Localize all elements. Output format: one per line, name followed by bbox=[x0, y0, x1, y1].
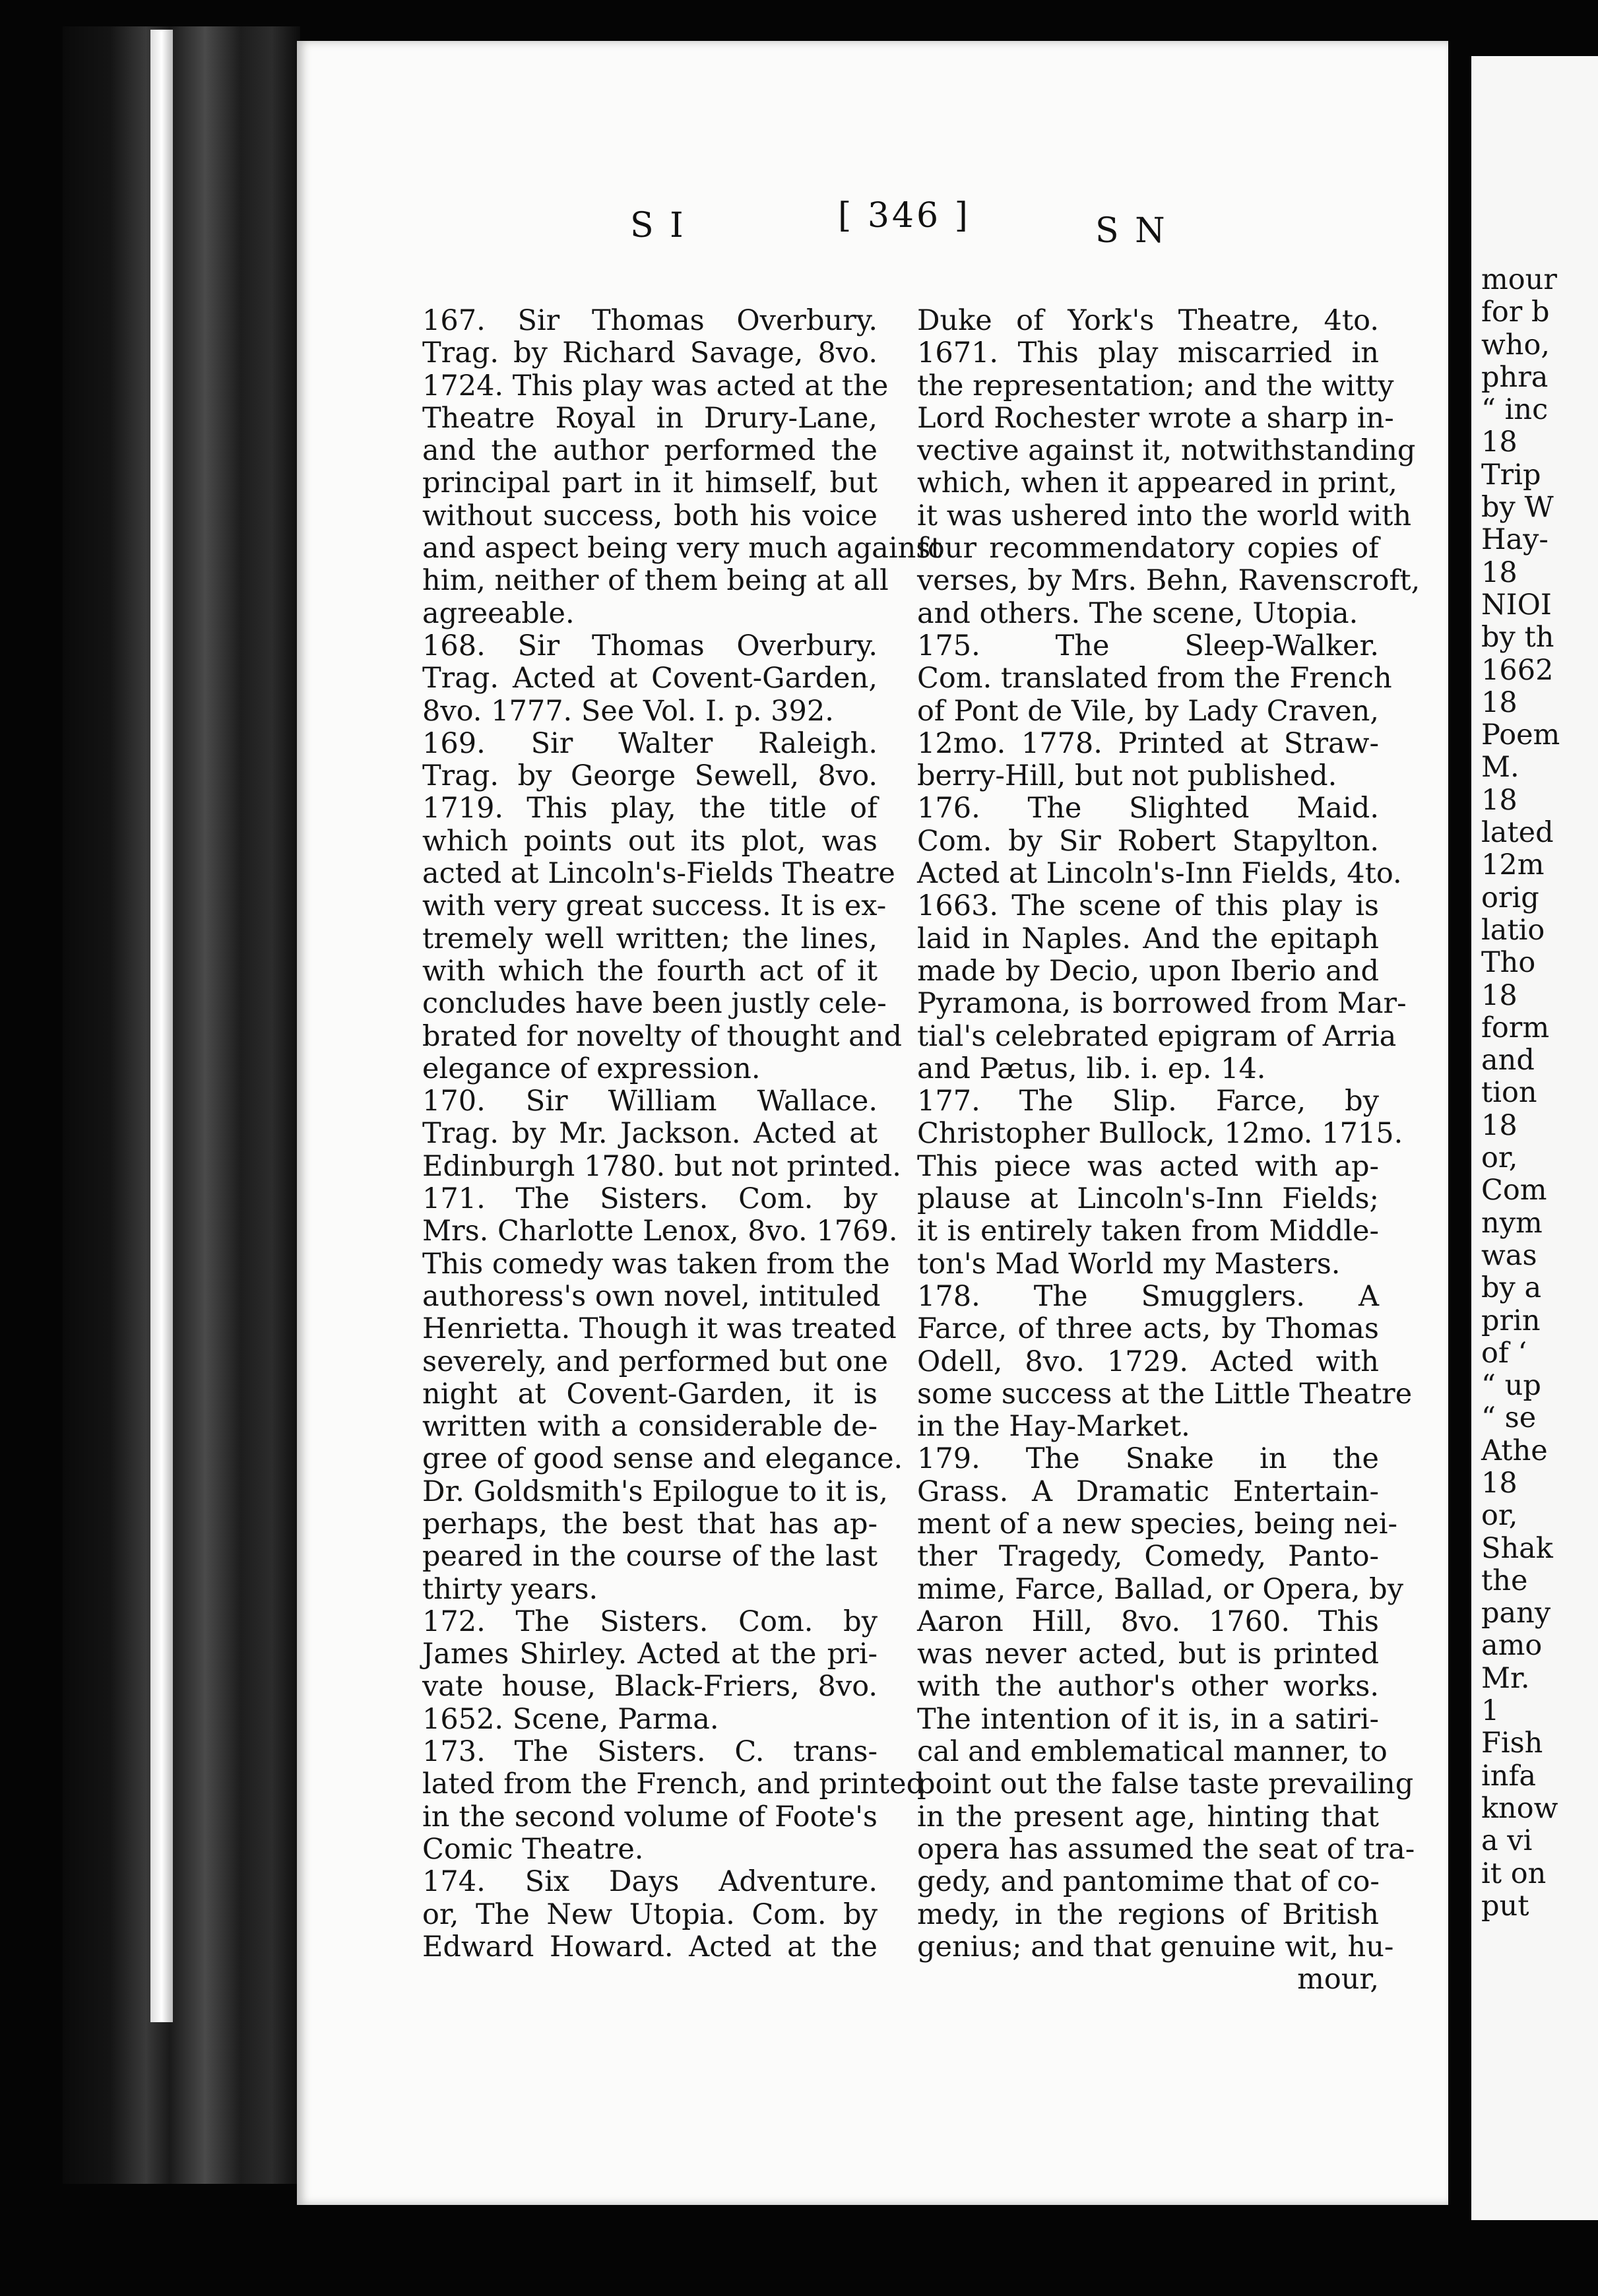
text-line: and aspect being very much against bbox=[422, 532, 942, 565]
facing-page-line: M. bbox=[1481, 751, 1519, 784]
text-line: or, The New Utopia. Com. by bbox=[422, 1897, 878, 1931]
text-line: him, neither of them being at all bbox=[422, 564, 889, 598]
facing-page-line: 18 bbox=[1481, 686, 1518, 719]
text-line: 173. The Sisters. C. trans- bbox=[422, 1735, 878, 1769]
facing-page-line: 12m bbox=[1481, 848, 1545, 882]
text-line: cal and emblematical manner, to bbox=[917, 1735, 1388, 1769]
text-line: 176. The Slighted Maid. bbox=[917, 792, 1379, 825]
text-line: Trag. by George Sewell, 8vo. bbox=[422, 759, 878, 793]
book-spine bbox=[63, 26, 300, 2184]
text-line: 168. Sir Thomas Overbury. bbox=[422, 629, 878, 662]
facing-page-line: Fish bbox=[1481, 1727, 1543, 1760]
facing-page-line: form bbox=[1481, 1011, 1550, 1044]
facing-page-line: phra bbox=[1481, 360, 1549, 394]
text-line: genius; and that genuine wit, hu- bbox=[917, 1930, 1394, 1963]
text-line: it was ushered into the world with bbox=[917, 499, 1412, 532]
text-line: ment of a new species, being nei- bbox=[917, 1507, 1398, 1541]
facing-page-line: put bbox=[1481, 1889, 1529, 1923]
facing-page-line: 18 bbox=[1481, 1108, 1518, 1142]
facing-page-line: by W bbox=[1481, 491, 1554, 525]
text-line: mour, bbox=[1297, 1963, 1379, 1996]
facing-page-line: lated bbox=[1481, 816, 1554, 850]
text-line: ton's Mad World my Masters. bbox=[917, 1247, 1341, 1281]
text-line: berry-Hill, but not published. bbox=[917, 759, 1337, 793]
facing-page-line: 18 bbox=[1481, 978, 1518, 1012]
text-line: plause at Lincoln's-Inn Fields; bbox=[917, 1182, 1379, 1216]
text-line: verses, by Mrs. Behn, Ravenscroft, bbox=[917, 564, 1421, 598]
facing-page-line: of ‘ bbox=[1481, 1336, 1527, 1370]
facing-page-line: pany bbox=[1481, 1597, 1551, 1630]
text-line: 171. The Sisters. Com. by bbox=[422, 1182, 878, 1216]
facing-page-line: who, bbox=[1481, 328, 1550, 362]
text-line: in the Hay-Market. bbox=[917, 1410, 1190, 1444]
facing-page-line: Tho bbox=[1481, 946, 1536, 980]
text-line: mime, Farce, Ballad, or Opera, by bbox=[917, 1572, 1403, 1606]
facing-page-line: Athe bbox=[1481, 1434, 1548, 1467]
facing-page-line: “ up bbox=[1481, 1369, 1541, 1403]
text-line: without success, both his voice bbox=[422, 499, 878, 532]
text-line: Pyramona, is borrowed from Mar- bbox=[917, 987, 1407, 1021]
text-line: was never acted, but is printed bbox=[917, 1638, 1379, 1671]
text-line: Com. by Sir Robert Stapylton. bbox=[917, 824, 1379, 858]
text-line: 174. Six Days Adventure. bbox=[422, 1865, 878, 1899]
text-line: concludes have been justly cele- bbox=[422, 987, 887, 1021]
text-line: elegance of expression. bbox=[422, 1052, 761, 1085]
text-line: of Pont de Vile, by Lady Craven, bbox=[917, 694, 1379, 728]
text-line: authoress's own novel, intituled bbox=[422, 1279, 881, 1313]
facing-page-line: know bbox=[1481, 1791, 1558, 1825]
text-line: 1719. This play, the title of bbox=[422, 792, 878, 825]
text-line: 172. The Sisters. Com. by bbox=[422, 1605, 878, 1638]
text-line: 178. The Smugglers. A bbox=[917, 1279, 1379, 1313]
text-line: medy, in the regions of British bbox=[917, 1897, 1379, 1931]
text-line: Duke of York's Theatre, 4to. bbox=[917, 304, 1379, 337]
text-line: vate house, Black-Friers, 8vo. bbox=[422, 1670, 878, 1704]
facing-page-line: or, bbox=[1481, 1141, 1518, 1175]
text-line: and Pætus, lib. i. ep. 14. bbox=[917, 1052, 1266, 1085]
facing-page-line: it on bbox=[1481, 1857, 1547, 1890]
facing-page-line: for b bbox=[1481, 296, 1550, 329]
text-line: four recommendatory copies of bbox=[917, 532, 1379, 565]
facing-page-line: tion bbox=[1481, 1076, 1537, 1110]
facing-page-line: prin bbox=[1481, 1304, 1541, 1337]
text-line: This comedy was taken from the bbox=[422, 1247, 890, 1281]
text-line: 179. The Snake in the bbox=[917, 1442, 1379, 1476]
text-line: peared in the course of the last bbox=[422, 1540, 878, 1574]
text-line: Henrietta. Though it was treated bbox=[422, 1312, 897, 1346]
text-line: gree of good sense and elegance. bbox=[422, 1442, 903, 1476]
text-line: and the author performed the bbox=[422, 434, 878, 468]
text-line: point out the false taste prevailing bbox=[917, 1768, 1414, 1801]
text-line: tial's celebrated epigram of Arria bbox=[917, 1019, 1397, 1053]
text-line: gedy, and pantomime that of co- bbox=[917, 1865, 1380, 1899]
facing-page-line: Mr. bbox=[1481, 1661, 1530, 1695]
text-line: 177. The Slip. Farce, by bbox=[917, 1085, 1379, 1118]
text-line: 170. Sir William Wallace. bbox=[422, 1085, 878, 1118]
text-line: thirty years. bbox=[422, 1572, 598, 1606]
facing-page-line: 1 bbox=[1481, 1694, 1500, 1728]
text-line: James Shirley. Acted at the pri- bbox=[422, 1638, 878, 1671]
text-line: in the second volume of Foote's bbox=[422, 1800, 878, 1834]
text-line: it is entirely taken from Middle- bbox=[917, 1215, 1379, 1248]
facing-page-line: Trip bbox=[1481, 458, 1541, 492]
text-line: 169. Sir Walter Raleigh. bbox=[422, 726, 878, 760]
text-line: 1652. Scene, Parma. bbox=[422, 1702, 719, 1736]
text-line: Lord Rochester wrote a sharp in- bbox=[917, 401, 1394, 435]
facing-page-line: Poem bbox=[1481, 718, 1560, 752]
left-text-column bbox=[422, 304, 942, 1963]
text-line: Odell, 8vo. 1729. Acted with bbox=[917, 1345, 1379, 1378]
text-line: 175. The Sleep-Walker. bbox=[917, 629, 1379, 662]
facing-page-edge bbox=[1471, 56, 1598, 2220]
text-line: opera has assumed the seat of tra- bbox=[917, 1832, 1415, 1866]
right-text-column bbox=[917, 304, 1421, 1996]
text-line: with very great success. It is ex- bbox=[422, 889, 887, 923]
text-line: made by Decio, upon Iberio and bbox=[917, 954, 1379, 988]
page-number: [ 346 ] bbox=[838, 196, 971, 236]
text-line: which points out its plot, was bbox=[422, 824, 878, 858]
facing-page-line: a vi bbox=[1481, 1824, 1533, 1858]
text-line: vective against it, notwithstanding bbox=[917, 434, 1416, 468]
running-head-left: S I bbox=[630, 206, 686, 245]
book-page bbox=[297, 41, 1448, 2205]
text-line: and others. The scene, Utopia. bbox=[917, 596, 1358, 630]
text-line: This piece was acted with ap- bbox=[917, 1149, 1379, 1183]
facing-page-line: 18 bbox=[1481, 783, 1518, 817]
facing-page-line: latio bbox=[1481, 913, 1545, 947]
text-line: lated from the French, and printed bbox=[422, 1768, 925, 1801]
text-line: some success at the Little Theatre bbox=[917, 1377, 1413, 1411]
text-line: with the author's other works. bbox=[917, 1670, 1379, 1704]
text-line: Edinburgh 1780. but not printed. bbox=[422, 1149, 901, 1183]
text-line: written with a considerable de- bbox=[422, 1410, 878, 1444]
facing-page-line: infa bbox=[1481, 1759, 1536, 1793]
text-line: Aaron Hill, 8vo. 1760. This bbox=[917, 1605, 1379, 1638]
facing-page-line: “ inc bbox=[1481, 393, 1549, 427]
facing-page-line: NIOI bbox=[1481, 588, 1552, 622]
facing-page-line: nym bbox=[1481, 1206, 1543, 1240]
text-line: which, when it appeared in print, bbox=[917, 466, 1397, 500]
text-line: ther Tragedy, Comedy, Panto- bbox=[917, 1540, 1379, 1574]
text-line: with which the fourth act of it bbox=[422, 954, 878, 988]
text-line: Acted at Lincoln's-Inn Fields, 4to. bbox=[917, 857, 1402, 891]
text-line: perhaps, the best that has ap- bbox=[422, 1507, 878, 1541]
facing-page-line: 18 bbox=[1481, 426, 1518, 459]
text-line: tremely well written; the lines, bbox=[422, 922, 878, 955]
text-line: 1663. The scene of this play is bbox=[917, 889, 1379, 923]
text-line: brated for novelty of thought and bbox=[422, 1019, 903, 1053]
text-line: principal part in it himself, but bbox=[422, 466, 878, 500]
text-line: Dr. Goldsmith's Epilogue to it is, bbox=[422, 1475, 888, 1508]
facing-page-line: was bbox=[1481, 1238, 1537, 1272]
facing-page-text bbox=[1481, 264, 1598, 1923]
text-line: 12mo. 1778. Printed at Straw- bbox=[917, 726, 1379, 760]
facing-page-line: by a bbox=[1481, 1271, 1542, 1305]
text-line: Mrs. Charlotte Lenox, 8vo. 1769. bbox=[422, 1215, 898, 1248]
facing-page-line: 1662 bbox=[1481, 653, 1554, 687]
text-line: Grass. A Dramatic Entertain- bbox=[917, 1475, 1379, 1508]
facing-page-line: Hay- bbox=[1481, 523, 1549, 557]
running-head-right: S N bbox=[1095, 211, 1168, 251]
facing-page-line: the bbox=[1481, 1564, 1528, 1597]
text-line: severely, and performed but one bbox=[422, 1345, 888, 1378]
facing-page-line: 18 bbox=[1481, 1466, 1518, 1500]
text-line: night at Covent-Garden, it is bbox=[422, 1377, 878, 1411]
facing-page-line: “ se bbox=[1481, 1401, 1537, 1435]
facing-page-line: by th bbox=[1481, 621, 1554, 654]
text-line: 1671. This play miscarried in bbox=[917, 336, 1379, 370]
text-line: 1724. This play was acted at the bbox=[422, 369, 889, 402]
text-line: Theatre Royal in Drury-Lane, bbox=[422, 401, 878, 435]
text-line: in the present age, hinting that bbox=[917, 1800, 1379, 1834]
text-line: Trag. Acted at Covent-Garden, bbox=[422, 662, 878, 695]
text-line: Com. translated from the French bbox=[917, 662, 1392, 695]
facing-page-line: orig bbox=[1481, 881, 1539, 914]
text-line: Trag. by Mr. Jackson. Acted at bbox=[422, 1117, 878, 1151]
facing-page-line: Shak bbox=[1481, 1531, 1553, 1565]
facing-page-line: mour bbox=[1481, 263, 1557, 296]
facing-page-line: Com bbox=[1481, 1174, 1547, 1207]
text-line: Christopher Bullock, 12mo. 1715. bbox=[917, 1117, 1403, 1151]
facing-page-line: 18 bbox=[1481, 556, 1518, 589]
text-line: Trag. by Richard Savage, 8vo. bbox=[422, 336, 878, 370]
text-line: The intention of it is, in a satiri- bbox=[917, 1702, 1379, 1736]
text-line: Comic Theatre. bbox=[422, 1832, 644, 1866]
text-line: the representation; and the witty bbox=[917, 369, 1394, 402]
facing-page-line: amo bbox=[1481, 1629, 1543, 1663]
facing-page-line: or, bbox=[1481, 1499, 1518, 1533]
text-line: agreeable. bbox=[422, 596, 575, 630]
facing-page-line: and bbox=[1481, 1044, 1535, 1077]
text-line: laid in Naples. And the epitaph bbox=[917, 922, 1379, 955]
spine-highlight bbox=[150, 30, 173, 2022]
text-line: acted at Lincoln's-Fields Theatre bbox=[422, 857, 895, 891]
text-line: 8vo. 1777. See Vol. I. p. 392. bbox=[422, 694, 834, 728]
text-line: 167. Sir Thomas Overbury. bbox=[422, 304, 878, 337]
text-line: Edward Howard. Acted at the bbox=[422, 1930, 878, 1963]
text-line: Farce, of three acts, by Thomas bbox=[917, 1312, 1379, 1346]
